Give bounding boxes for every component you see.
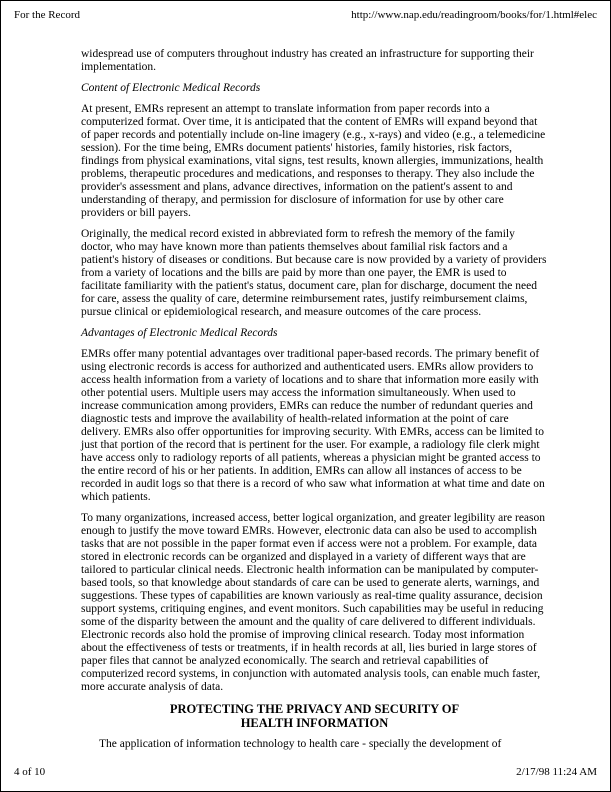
page-header bbox=[14, 9, 597, 22]
paragraph-privacy-1: The application of information technology to health care - specially the development of bbox=[99, 738, 502, 750]
paragraph-content-2: Originally, the medical record existed in abbreviated form to refresh the memory of the family doctor, who may have known more than patients themselves about familial risk factors and a patient's history of diseases or conditions. But because care is now provided by a variety of providers from a variety of locations and the bills are paid by more than one payer, the EMR is used to facilitate familiarity with the patient's status, document care, plan for discharge, document the need for care, assess the quality of care, determine reimbursement rates, justify reimbursement claims, pursue clinical or epidemiological research, and measure outcomes of the care process. bbox=[81, 228, 547, 318]
document-body bbox=[81, 48, 548, 759]
header-title: For the Record bbox=[14, 9, 80, 21]
paragraph-intro: widespread use of computers throughout industry has created an infrastructure for supporting their implementation. bbox=[81, 48, 534, 73]
page-footer bbox=[14, 766, 597, 779]
paragraph-advantages-2: To many organizations, increased access, better logical organization, and greater legibility are reason enough to justify the move toward EMRs. However, electronic data can also be used to accomplish tasks that are not possible in the paper format even if access were not a problem. For example, data stored in electronic records can be organized and displayed in a variety of different ways that are tailored to particular clinical needs. Electronic health information can be manipulated by computer-based tools, so that knowledge about standards of care can be used to generate alerts, warnings, and suggestions. These types of capabilities are known variously as real-time quality assurance, decision support systems, critiquing engines, and event monitors. Such capabilities may be useful in reducing some of the disparity between the amount and the quality of care delivered to different individuals. Electronic records also hold the promise of improving clinical research. Today most information about the effectiveness of tests or treatments, if in health records at all, lies buried in large stores of paper files that cannot be analyzed economically. The search and retrieval capabilities of computerized record systems, in conjunction with automated analysis tools, can enable much faster, more accurate analysis of data. bbox=[81, 512, 546, 693]
paragraph-advantages-1: EMRs offer many potential advantages over traditional paper-based records. The primary benefit of using electronic records is access for authorized and authenticated users. EMRs allow providers to access health information from a variety of locations and to share that information more easily with other potential users. Multiple users may access the information simultaneously. When used to increase communication among providers, EMRs can reduce the number of redundant queries and diagnostic tests and improve the availability of health-related information at the point of care delivery. EMRs also offer opportunities for improving security. With EMRs, access can be limited to just that portion of the record that is pertinent for the user. For example, a radiology file clerk might have access only to radiology reports of all patients, whereas a physician might be granted access to the entire record of his or her patients. In addition, EMRs can allow all instances of access to be recorded in audit logs so that there is a record of who saw what information at what time and date on which patients. bbox=[81, 348, 545, 503]
footer-timestamp: 2/17/98 11:24 AM bbox=[516, 766, 597, 778]
footer-page-number: 4 of 10 bbox=[14, 766, 46, 778]
main-heading-privacy-security bbox=[81, 702, 548, 730]
header-url: http://www.nap.edu/readingroom/books/for/1.html#elec bbox=[351, 9, 597, 21]
paragraph-content-1: At present, EMRs represent an attempt to translate information from paper records into a computerized format. Over time, it is anticipated that the content of EMRs will expand beyond that of paper records and potentially include on-line imagery (e.g., x-rays) and video (e.g., a telemedicine session). For the time being, EMRs document patients' histories, family histories, risk factors, findings from physical examinations, vital signs, test results, known allergies, immunizations, health problems, therapeutic procedures and medications, and responses to therapy. They also include the provider's assessment and plans, advance directives, information on the patient's assent to and understanding of therapy, and permission for disclosure of information for use by other care providers or bill payers. bbox=[81, 103, 546, 219]
main-heading-line-2: HEALTH INFORMATION bbox=[240, 716, 389, 730]
section-heading-advantages-of-emr: Advantages of Electronic Medical Records bbox=[81, 327, 278, 339]
main-heading-line-1: PROTECTING THE PRIVACY AND SECURITY OF bbox=[169, 702, 460, 716]
section-heading-content-of-emr: Content of Electronic Medical Records bbox=[81, 82, 261, 94]
